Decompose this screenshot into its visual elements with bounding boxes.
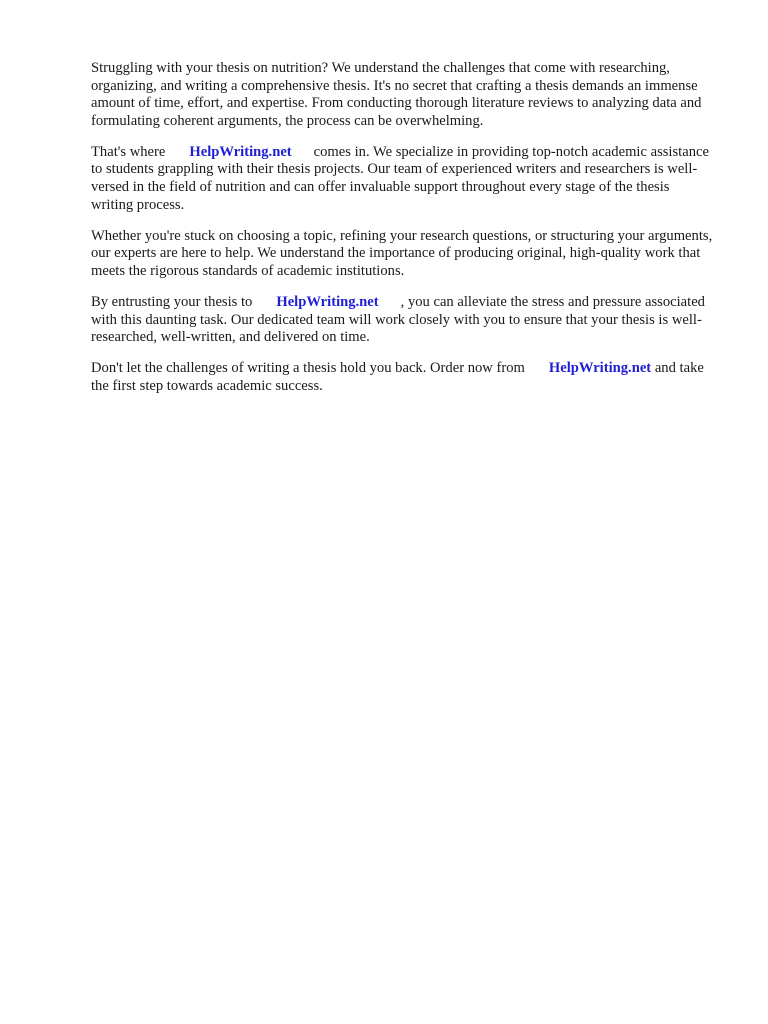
paragraph-experts — [91, 228, 715, 281]
paragraph-intro — [91, 60, 715, 130]
document-page — [91, 60, 715, 409]
paragraph-service — [91, 144, 715, 214]
paragraph-intro-text: Struggling with your thesis on nutrition? We understand the challenges that come with researching, organizing, and writing a comprehensive thesis. It's no secret that crafting a thesis demands an immense amount of time, effort, and expertise. From conducting thorough literature reviews to analyzing data and formulating coherent arguments, the process can be overwhelming. — [91, 60, 702, 129]
paragraph-entrust-after: , you can alleviate the stress and pressure associated with this daunting task. Our dedicated team will work closely with you to ensure that your thesis is well-researched, well-written, and delivered on time. — [91, 294, 705, 346]
paragraph-service-before: That's where — [91, 143, 166, 160]
paragraph-experts-text: Whether you're stuck on choosing a topic, refining your research questions, or structuring your arguments, our experts are here to help. We understand the importance of producing original, high-quality work that meets the rigorous standards of academic institutions. — [91, 227, 713, 279]
helpwriting-link-1[interactable]: HelpWriting.net — [189, 143, 292, 160]
helpwriting-link-2[interactable]: HelpWriting.net — [276, 294, 379, 311]
paragraph-order-after: and take the first step towards academic success. — [91, 360, 704, 394]
paragraph-entrust-before: By entrusting your thesis to — [91, 294, 253, 311]
paragraph-service-after: comes in. We specialize in providing top-notch academic assistance to students grappling with their thesis projects. Our team of experienced writers and researchers is well-versed in the field of nutrition and can offer invaluable support throughout every stage of the thesis writing process. — [91, 143, 709, 213]
paragraph-order — [91, 360, 715, 395]
paragraph-entrust — [91, 294, 715, 347]
helpwriting-link-3[interactable]: HelpWriting.net — [548, 360, 652, 377]
paragraph-order-before: Don't let the challenges of writing a thesis hold you back. Order now from — [91, 360, 525, 377]
